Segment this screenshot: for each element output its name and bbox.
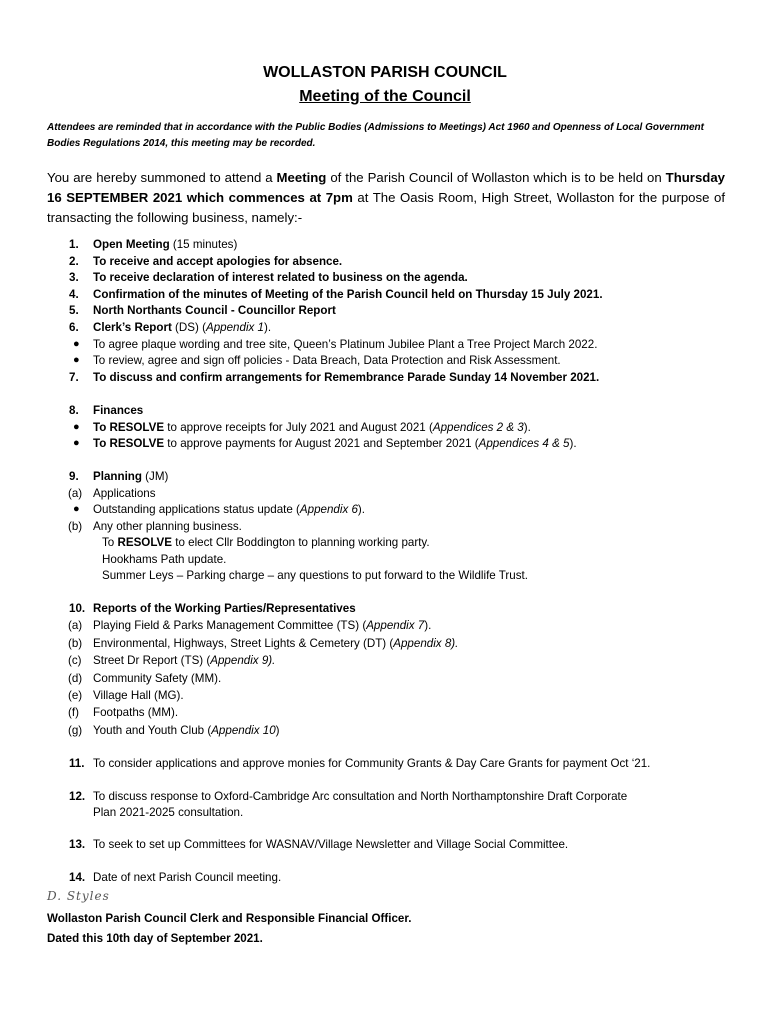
agenda-item-10: 10. Reports of the Working Parties/Representatives bbox=[69, 602, 356, 615]
agenda-item-5: 5. North Northants Council - Councillor Report bbox=[69, 304, 336, 317]
agenda-item-14: 14. Date of next Parish Council meeting. bbox=[69, 871, 282, 884]
bullet-icon: ● bbox=[73, 437, 80, 449]
agenda-10g: (g) Youth and Youth Club (Appendix 10) bbox=[68, 724, 280, 737]
agenda-bullet-6a: ● To agree plaque wording and tree site, Queen’s Platinum Jubilee Plant a Tree Project March 2022. bbox=[73, 338, 598, 351]
agenda-item-9: 9. Planning (JM) bbox=[69, 470, 169, 483]
agenda-item-12: 12. To discuss response to Oxford-Cambridge Arc consultation and North Northamptonshire Draft Corporate Plan 2021-2025 consultation. bbox=[69, 790, 628, 819]
agenda-item-2: 2. To receive and accept apologies for absence. bbox=[69, 255, 343, 268]
bullet-icon: ● bbox=[73, 338, 80, 350]
agenda-item-4: 4. Confirmation of the minutes of Meeting of the Parish Council held on Thursday 15 July 2021. bbox=[69, 288, 603, 301]
council-title: WOLLASTON PARISH COUNCIL bbox=[263, 64, 507, 81]
agenda-bullet-9a: ● Outstanding applications status update (Appendix 6). bbox=[73, 503, 365, 516]
agenda-9b: (b) Any other planning business. bbox=[68, 520, 242, 533]
agenda-item-13: 13. To seek to set up Committees for WASNAV/Village Newsletter and Village Social Committee. bbox=[69, 838, 569, 851]
agenda-item-7: 7. To discuss and confirm arrangements for Remembrance Parade Sunday 14 November 2021. bbox=[69, 371, 600, 384]
agenda-9b-sub-3: Summer Leys – Parking charge – any questions to put forward to the Wildlife Trust. bbox=[102, 569, 528, 582]
agenda-10c: (c) Street Dr Report (TS) (Appendix 9). bbox=[68, 654, 276, 667]
intro-paragraph: You are hereby summoned to attend a Meeting of the Parish Council of Wollaston which is to be held on Thursday 16 SEPTEMBER 2021 which commences at 7pm at The Oasis Room, High Street, Wollaston for the purpose of transacting the following business, namely:- bbox=[47, 170, 725, 225]
agenda-item-11: 11. To consider applications and approve monies for Community Grants & Day Care Grants for payment Oct ‘21. bbox=[69, 757, 651, 770]
bullet-icon: ● bbox=[73, 503, 80, 515]
agenda-bullet-8b: ● To RESOLVE to approve payments for August 2021 and September 2021 (Appendices 4 & 5). bbox=[73, 437, 577, 450]
bullet-icon: ● bbox=[73, 354, 80, 366]
recording-notice: Attendees are reminded that in accordance with the Public Bodies (Admissions to Meetings) Act 1960 and Openness of Local Government Bodies Regulations 2014, this meeting may be recorded. bbox=[47, 122, 704, 149]
meeting-title: Meeting of the Council bbox=[299, 88, 471, 105]
agenda-10f: (f) Footpaths (MM). bbox=[68, 706, 179, 719]
agenda-10a: (a) Playing Field & Parks Management Committee (TS) (Appendix 7). bbox=[68, 619, 432, 632]
agenda-bullet-6b: ● To review, agree and sign off policies - Data Breach, Data Protection and Risk Assessment. bbox=[73, 354, 561, 367]
agenda-9b-sub-2: Hookhams Path update. bbox=[102, 553, 227, 566]
agenda-10e: (e) Village Hall (MG). bbox=[68, 689, 184, 702]
agenda-9b-sub-1: To RESOLVE to elect Cllr Boddington to planning working party. bbox=[102, 536, 430, 549]
clerk-signature: D. Styles bbox=[47, 889, 110, 903]
agenda-item-3: 3. To receive declaration of interest related to business on the agenda. bbox=[69, 271, 468, 284]
agenda-item-8: 8. Finances bbox=[69, 404, 144, 417]
agenda-10b: (b) Environmental, Highways, Street Lights & Cemetery (DT) (Appendix 8). bbox=[68, 637, 459, 650]
agenda-item-1: 1. Open Meeting (15 minutes) bbox=[69, 238, 238, 251]
bullet-icon: ● bbox=[73, 421, 80, 433]
clerk-title: Wollaston Parish Council Clerk and Responsible Financial Officer. bbox=[47, 912, 412, 925]
agenda-10d: (d) Community Safety (MM). bbox=[68, 672, 222, 685]
agenda-9a: (a) Applications bbox=[68, 487, 156, 500]
agenda-bullet-8a: ● To RESOLVE to approve receipts for July 2021 and August 2021 (Appendices 2 & 3). bbox=[73, 421, 531, 434]
agenda-item-6: 6. Clerk’s Report (DS) (Appendix 1). bbox=[69, 321, 272, 334]
dated-line: Dated this 10th day of September 2021. bbox=[47, 932, 263, 945]
